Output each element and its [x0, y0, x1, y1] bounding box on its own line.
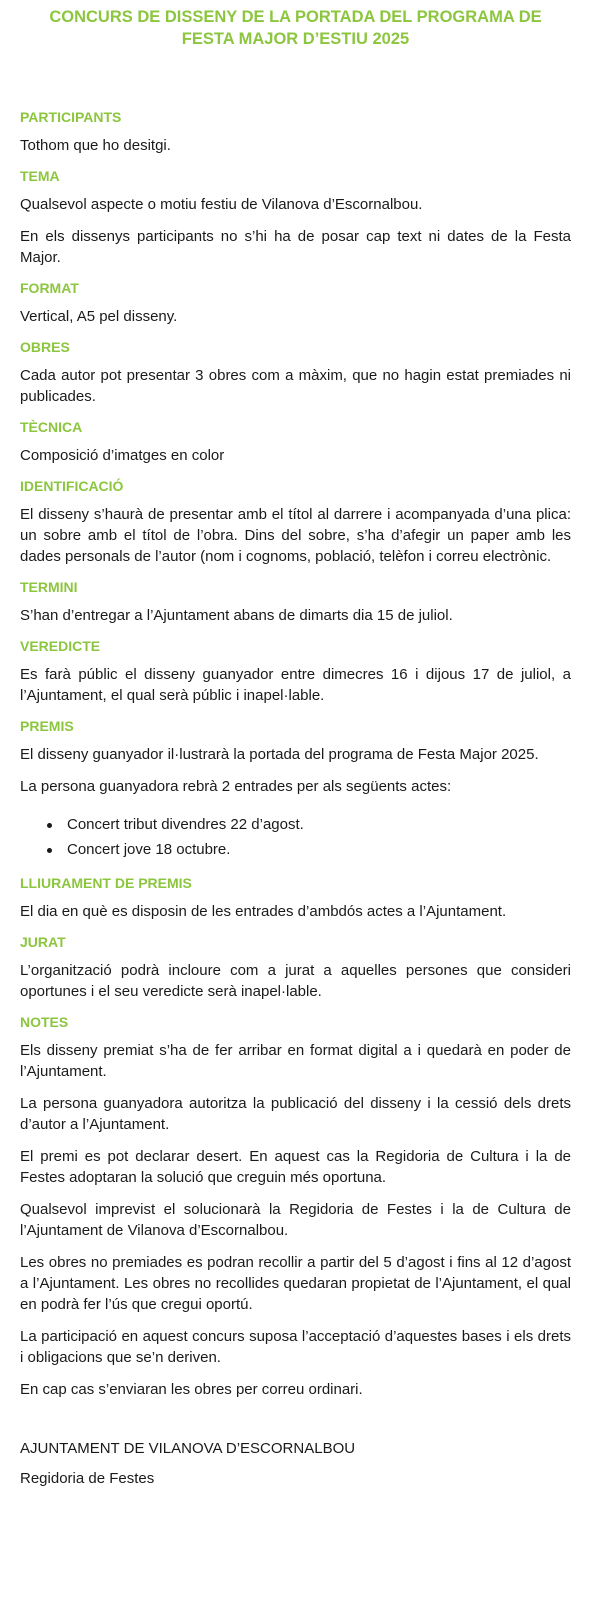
- section-tecnica: [20, 418, 571, 466]
- paragraph: Es farà públic el disseny guanyador entre dimecres 16 i dijous 17 de juliol, a l’Ajuntament, el qual serà públic i inapel·lable.: [20, 666, 571, 704]
- list-item-text: Concert tribut divendres 22 d’agost.: [67, 816, 304, 833]
- section-heading-lliurament: LLIURAMENT DE PREMIS: [20, 875, 192, 891]
- bullet-dot-icon: [47, 848, 52, 853]
- section-heading-premis: PREMIS: [20, 718, 74, 734]
- paragraph: En cap cas s’enviaran les obres per correu ordinari.: [20, 1381, 363, 1398]
- section-heading-veredicte: VEREDICTE: [20, 638, 101, 654]
- paragraph: Els disseny premiat s’ha de fer arribar en format digital a i quedarà en poder de l’Ajuntament.: [20, 1042, 571, 1080]
- section-heading-jurat: JURAT: [20, 934, 66, 950]
- section-premis: [20, 717, 571, 860]
- paragraph: L’organització podrà incloure com a jurat a aquelles persones que consideri oportunes i el seu veredicte serà inapel·lable.: [20, 962, 571, 1000]
- section-identificacio: [20, 477, 571, 567]
- list-item: [20, 814, 571, 835]
- document-title-line-1: CONCURS DE DISSENY DE LA PORTADA DEL PROGRAMA DE: [49, 8, 542, 26]
- bullet-dot-icon: [47, 823, 52, 828]
- section-heading-identificacio: IDENTIFICACIÓ: [20, 478, 124, 494]
- paragraph: S’han d’entregar a l’Ajuntament abans de dimarts dia 15 de juliol.: [20, 607, 453, 624]
- list-item-text: Concert jove 18 octubre.: [67, 841, 231, 858]
- paragraph: Composició d’imatges en color: [20, 447, 225, 464]
- prizes-list: [20, 814, 571, 860]
- paragraph: El disseny s’haurà de presentar amb el títol al darrere i acompanyada d’una plica: un sobre amb el títol de l’obra. Dins del sobre, s’ha d’afegir un paper amb les dades personals de l’autor (nom i cognoms, població, telèfon i correu electrònic.: [20, 506, 571, 565]
- signature-block: [20, 1438, 571, 1489]
- section-lliurament: [20, 874, 571, 922]
- section-notes: [20, 1013, 571, 1400]
- section-participants: [20, 108, 571, 156]
- paragraph: Les obres no premiades es podran recollir a partir del 5 d’agost i fins al 12 d’agost a l’Ajuntament. Les obres no recollides quedaran propietat de l’Ajuntament, el qual en podrà fer l’ús que cregui oportú.: [20, 1254, 571, 1313]
- section-heading-format: FORMAT: [20, 280, 79, 296]
- paragraph: Vertical, A5 pel disseny.: [20, 308, 178, 325]
- paragraph: Qualsevol aspecte o motiu festiu de Vilanova d’Escornalbou.: [20, 196, 423, 213]
- paragraph: El disseny guanyador il·lustrarà la portada del programa de Festa Major 2025.: [20, 746, 539, 763]
- paragraph: Qualsevol imprevist el solucionarà la Regidoria de Festes i la de Cultura de l’Ajuntament de Vilanova d’Escornalbou.: [20, 1201, 571, 1239]
- section-heading-tema: TEMA: [20, 168, 60, 184]
- section-heading-notes: NOTES: [20, 1014, 69, 1030]
- paragraph: En els dissenys participants no s’hi ha de posar cap text ni dates de la Festa Major.: [20, 228, 571, 266]
- section-format: [20, 279, 571, 327]
- section-obres: [20, 338, 571, 407]
- list-item: [20, 839, 571, 860]
- section-termini: [20, 578, 571, 626]
- section-tema: [20, 167, 571, 268]
- section-heading-tecnica: TÈCNICA: [20, 419, 83, 435]
- paragraph: Tothom que ho desitgi.: [20, 137, 171, 154]
- section-heading-obres: OBRES: [20, 339, 70, 355]
- document-title-line-2: FESTA MAJOR D’ESTIU 2025: [181, 30, 410, 48]
- section-veredicte: [20, 637, 571, 706]
- paragraph: La persona guanyadora rebrà 2 entrades per als següents actes:: [20, 778, 452, 795]
- signature-organization: AJUNTAMENT DE VILANOVA D’ESCORNALBOU: [20, 1440, 356, 1457]
- section-heading-termini: TERMINI: [20, 579, 78, 595]
- signature-department: Regidoria de Festes: [20, 1470, 155, 1487]
- paragraph: Cada autor pot presentar 3 obres com a màxim, que no hagin estat premiades ni publicades.: [20, 367, 571, 405]
- section-jurat: [20, 933, 571, 1002]
- paragraph: El premi es pot declarar desert. En aquest cas la Regidoria de Cultura i la de Festes adoptaran la solució que creguin més oportuna.: [20, 1148, 571, 1186]
- section-heading-participants: PARTICIPANTS: [20, 109, 122, 125]
- paragraph: El dia en què es disposin de les entrades d’ambdós actes a l’Ajuntament.: [20, 903, 507, 920]
- paragraph: La persona guanyadora autoritza la publicació del disseny i la cessió dels drets d’autor a l’Ajuntament.: [20, 1095, 571, 1133]
- document-title: [20, 6, 571, 50]
- paragraph: La participació en aquest concurs suposa l’acceptació d’aquestes bases i els drets i obligacions que se’n deriven.: [20, 1328, 571, 1366]
